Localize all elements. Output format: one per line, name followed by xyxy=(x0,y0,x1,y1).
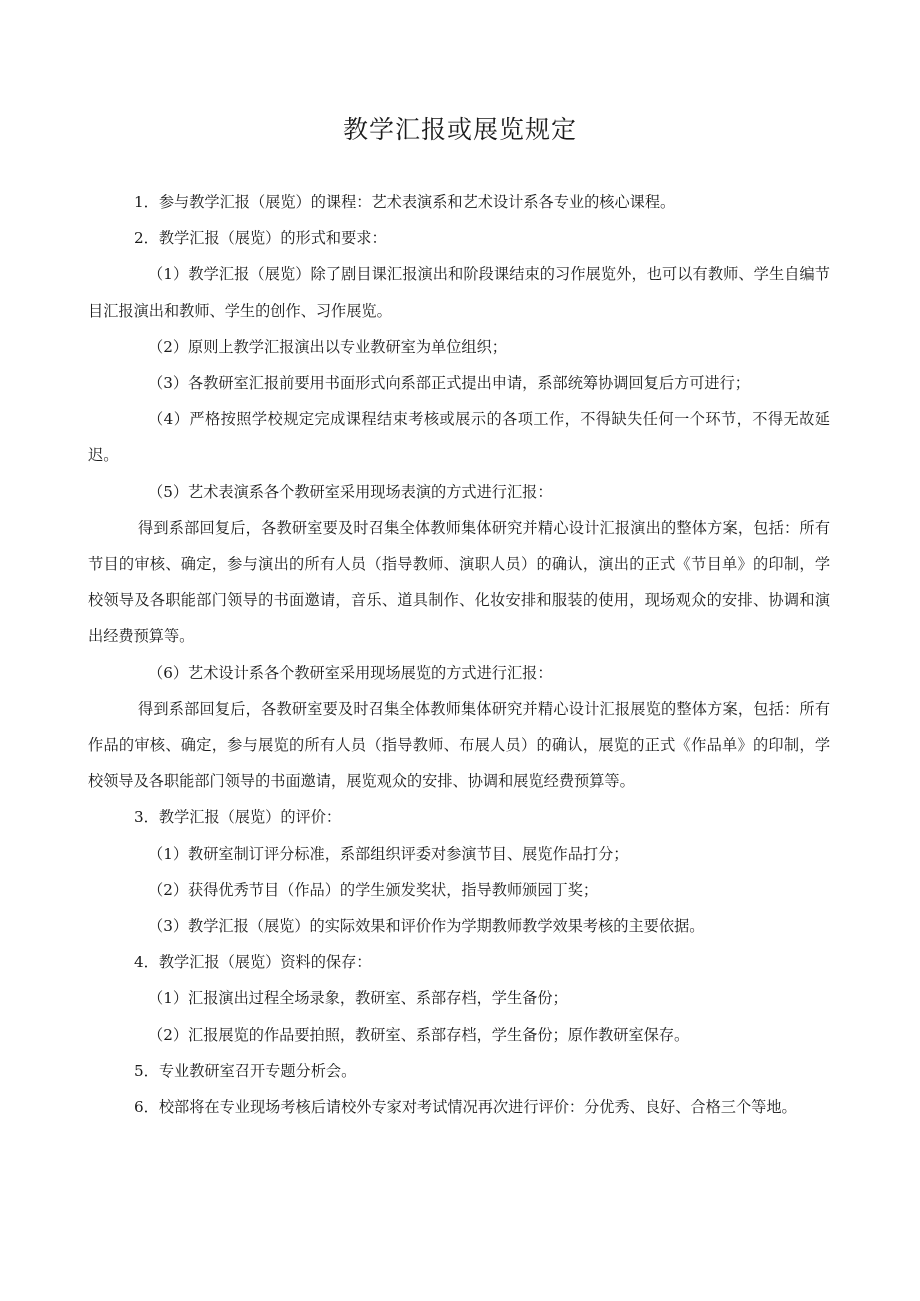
paragraph-item-4: 4．教学汇报（展览）资料的保存： xyxy=(134,953,372,972)
paragraph-sub-4: （4）严格按照学校规定完成课程结束考核或展示的各项工作，不得缺失任何一个环节，不得无故延迟。 xyxy=(88,410,830,465)
paragraph-archive-2: （2）汇报展览的作品要拍照，教研室、系部存档，学生备份；原作教研室保存。 xyxy=(148,1025,690,1044)
paragraph-sub-5: （5）艺术表演系各个教研室采用现场表演的方式进行汇报： xyxy=(148,482,553,501)
paragraph-sub-6: （6）艺术设计系各个教研室采用现场展览的方式进行汇报： xyxy=(148,663,553,682)
paragraph-item-1: 1．参与教学汇报（展览）的课程：艺术表演系和艺术设计系各专业的核心课程。 xyxy=(134,193,676,211)
paragraph-item-5: 5．专业教研室召开专题分析会。 xyxy=(134,1061,357,1080)
paragraph-performance-plan: 得到系部回复后，各教研室要及时召集全体教师集体研究并精心设计汇报演出的整体方案，包括：所有节目的审核、确定，参与演出的所有人员（指导教师、演职人员）的确认，演出的正式《节目单》的印制，学校领导及各职能部门领导的书面邀请，音乐、道具制作、化妆安排和服装的使用，现场观众的安排、协调和演出经费预算等。 xyxy=(88,518,830,646)
paragraph-item-2: 2．教学汇报（展览）的形式和要求： xyxy=(134,229,387,248)
paragraph-sub-1: （1）教学汇报（展览）除了剧目课汇报演出和阶段课结束的习作展览外，也可以有教师、学生自编节目汇报演出和教师、学生的创作、习作展览。 xyxy=(88,265,830,320)
paragraph-exhibition-plan: 得到系部回复后，各教研室要及时召集全体教师集体研究并精心设计汇报展览的整体方案，包括：所有作品的审核、确定，参与展览的所有人员（指导教师、布展人员）的确认，展览的正式《作品单》的印制，学校领导及各职能部门领导的书面邀请，展览观众的安排、协调和展览经费预算等。 xyxy=(88,699,830,791)
paragraph-eval-3: （3）教学汇报（展览）的实际效果和评价作为学期教师教学效果考核的主要依据。 xyxy=(148,917,705,936)
paragraph-item-3: 3．教学汇报（展览）的评价： xyxy=(134,808,342,827)
paragraph-archive-1: （1）汇报演出过程全场录象，教研室、系部存档，学生备份； xyxy=(148,989,568,1008)
paragraph-sub-2: （2）原则上教学汇报演出以专业教研室为单位组织； xyxy=(148,337,507,356)
document-body xyxy=(88,184,830,1125)
paragraph-sub-3: （3）各教研室汇报前要用书面形式向系部正式提出申请，系部统筹协调回复后方可进行； xyxy=(148,374,750,393)
paragraph-item-6: 6．校部将在专业现场考核后请校外专家对考试情况再次进行评价：分优秀、良好、合格三个等地。 xyxy=(134,1098,797,1117)
paragraph-eval-2: （2）获得优秀节目（作品）的学生颁发奖状，指导教师颁园丁奖； xyxy=(148,880,599,899)
paragraph-eval-1: （1）教研室制订评分标准，系部组织评委对参演节目、展览作品打分； xyxy=(148,844,629,863)
document-title: 教学汇报或展览规定 xyxy=(342,115,577,144)
